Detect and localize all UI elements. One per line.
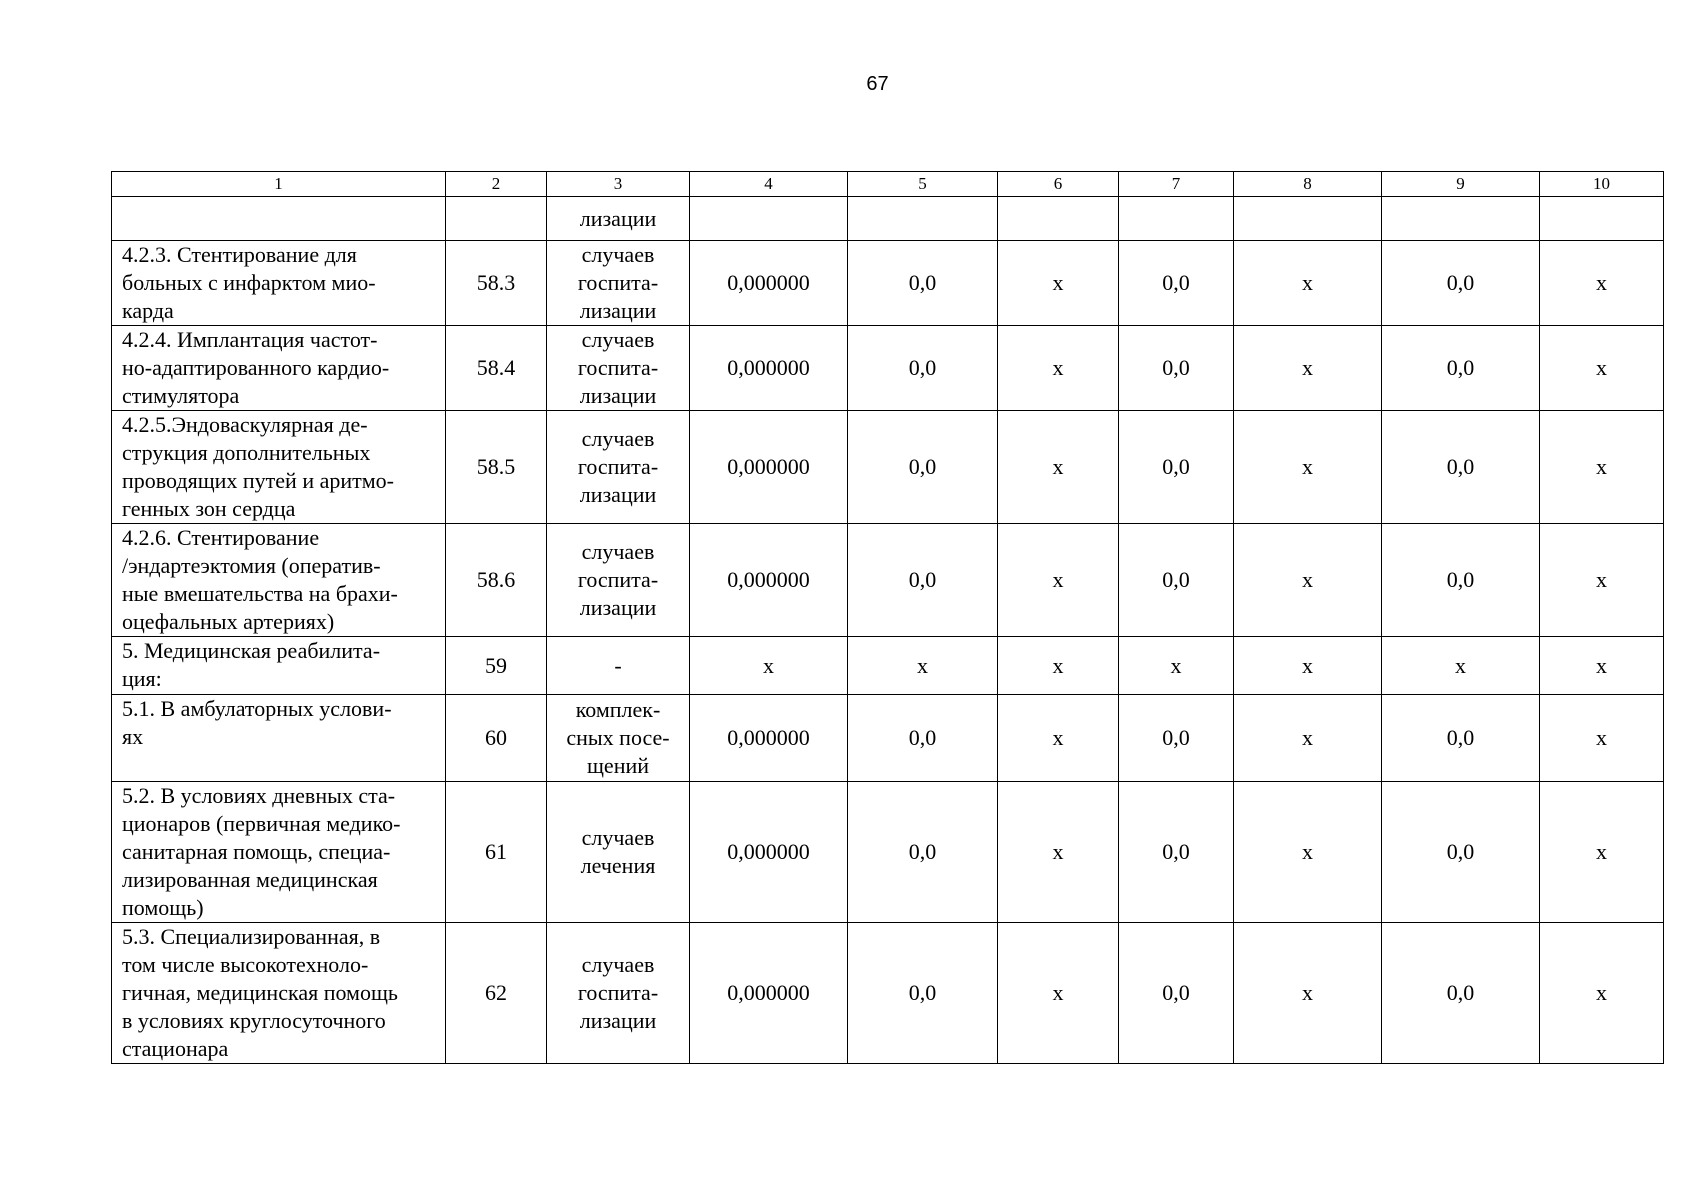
table-row [112, 241, 1664, 326]
value-cell: х [1382, 637, 1540, 695]
value-cell: х [1540, 241, 1664, 326]
value-cell: 0,0 [848, 241, 998, 326]
value-cell: х [1119, 637, 1234, 695]
indicator-name: 5.3. Специализированная, в том числе высокотехноло- гичная, медицинская помощь в условиях круглосуточного стационара [112, 923, 446, 1064]
empty-cell [1119, 197, 1234, 241]
value-cell: 0,000000 [690, 241, 848, 326]
column-number-header: 10 [1540, 172, 1664, 197]
column-number-header: 5 [848, 172, 998, 197]
value-cell: 0,0 [1119, 524, 1234, 637]
value-cell: 0,0 [848, 524, 998, 637]
value-cell: 0,0 [1119, 923, 1234, 1064]
value-cell: х [690, 637, 848, 695]
continuation-row [112, 197, 1664, 241]
table-row [112, 411, 1664, 524]
value-cell: 0,0 [1382, 326, 1540, 411]
empty-cell [690, 197, 848, 241]
value-cell: х [1540, 637, 1664, 695]
row-code: 62 [446, 923, 547, 1064]
value-cell: 0,000000 [690, 326, 848, 411]
value-cell: 0,0 [1382, 411, 1540, 524]
table-row [112, 326, 1664, 411]
empty-cell [446, 197, 547, 241]
unit-cell: случаев госпита- лизации [547, 241, 690, 326]
value-cell: х [1540, 326, 1664, 411]
column-number-header: 3 [547, 172, 690, 197]
unit-cell: лизации [547, 197, 690, 241]
value-cell: 0,0 [1119, 695, 1234, 782]
value-cell: х [848, 637, 998, 695]
value-cell: х [1540, 923, 1664, 1064]
column-number-header: 4 [690, 172, 848, 197]
value-cell: х [998, 411, 1119, 524]
indicator-name: 5.2. В условиях дневных ста- ционаров (первичная медико- санитарная помощь, специа- лизированная медицинская помощь) [112, 782, 446, 923]
table-row [112, 524, 1664, 637]
value-cell: 0,0 [1382, 695, 1540, 782]
row-code: 59 [446, 637, 547, 695]
unit-cell: случаев лечения [547, 782, 690, 923]
value-cell: 0,000000 [690, 524, 848, 637]
value-cell: 0,000000 [690, 782, 848, 923]
unit-cell: случаев госпита- лизации [547, 411, 690, 524]
table-row [112, 695, 1664, 782]
indicator-name: 4.2.3. Стентирование для больных с инфарктом мио- карда [112, 241, 446, 326]
value-cell: х [998, 637, 1119, 695]
value-cell: 0,0 [1382, 524, 1540, 637]
column-number-header: 1 [112, 172, 446, 197]
value-cell: 0,0 [1382, 241, 1540, 326]
table-row [112, 923, 1664, 1064]
unit-cell: случаев госпита- лизации [547, 524, 690, 637]
column-number-header: 2 [446, 172, 547, 197]
value-cell: 0,0 [1382, 782, 1540, 923]
column-number-row [112, 172, 1664, 197]
value-cell: х [1234, 524, 1382, 637]
row-code: 58.3 [446, 241, 547, 326]
value-cell: 0,0 [848, 411, 998, 524]
data-table [111, 171, 1664, 1064]
value-cell: х [998, 923, 1119, 1064]
empty-cell [1540, 197, 1664, 241]
value-cell: х [1540, 695, 1664, 782]
value-cell: 0,0 [1382, 923, 1540, 1064]
empty-cell [112, 197, 446, 241]
value-cell: 0,000000 [690, 923, 848, 1064]
indicator-name: 5. Медицинская реабилита- ция: [112, 637, 446, 695]
value-cell: х [1234, 923, 1382, 1064]
column-number-header: 6 [998, 172, 1119, 197]
table-row [112, 782, 1664, 923]
value-cell: 0,0 [1119, 782, 1234, 923]
column-number-header: 9 [1382, 172, 1540, 197]
value-cell: 0,0 [848, 326, 998, 411]
row-code: 58.5 [446, 411, 547, 524]
value-cell: х [998, 326, 1119, 411]
indicator-name: 4.2.6. Стентирование /эндартеэктомия (оператив- ные вмешательства на брахи- оцефальных артериях) [112, 524, 446, 637]
value-cell: х [998, 524, 1119, 637]
indicator-name: 4.2.5.Эндоваскулярная де- струкция дополнительных проводящих путей и аритмо- генных зон сердца [112, 411, 446, 524]
value-cell: х [1234, 695, 1382, 782]
value-cell: 0,0 [1119, 326, 1234, 411]
value-cell: 0,0 [848, 782, 998, 923]
value-cell: х [998, 241, 1119, 326]
column-number-header: 8 [1234, 172, 1382, 197]
indicator-name: 4.2.4. Имплантация частот- но-адаптированного кардио- стимулятора [112, 326, 446, 411]
value-cell: х [1234, 637, 1382, 695]
unit-cell: случаев госпита- лизации [547, 326, 690, 411]
row-code: 61 [446, 782, 547, 923]
empty-cell [1382, 197, 1540, 241]
page-number: 67 [866, 73, 889, 95]
unit-cell: - [547, 637, 690, 695]
empty-cell [848, 197, 998, 241]
column-number-header: 7 [1119, 172, 1234, 197]
value-cell: 0,0 [1119, 241, 1234, 326]
unit-cell: комплек- сных посе- щений [547, 695, 690, 782]
value-cell: х [1234, 326, 1382, 411]
value-cell: х [1540, 782, 1664, 923]
empty-cell [998, 197, 1119, 241]
value-cell: х [1234, 241, 1382, 326]
value-cell: х [1540, 524, 1664, 637]
empty-cell [1234, 197, 1382, 241]
value-cell: 0,0 [848, 695, 998, 782]
value-cell: х [1540, 411, 1664, 524]
value-cell: 0,0 [1119, 411, 1234, 524]
value-cell: 0,000000 [690, 695, 848, 782]
row-code: 58.6 [446, 524, 547, 637]
value-cell: х [1234, 782, 1382, 923]
value-cell: х [998, 695, 1119, 782]
value-cell: х [1234, 411, 1382, 524]
value-cell: х [998, 782, 1119, 923]
row-code: 60 [446, 695, 547, 782]
unit-cell: случаев госпита- лизации [547, 923, 690, 1064]
table-row [112, 637, 1664, 695]
indicator-name: 5.1. В амбулаторных услови- ях [112, 695, 446, 782]
value-cell: 0,000000 [690, 411, 848, 524]
value-cell: 0,0 [848, 923, 998, 1064]
row-code: 58.4 [446, 326, 547, 411]
